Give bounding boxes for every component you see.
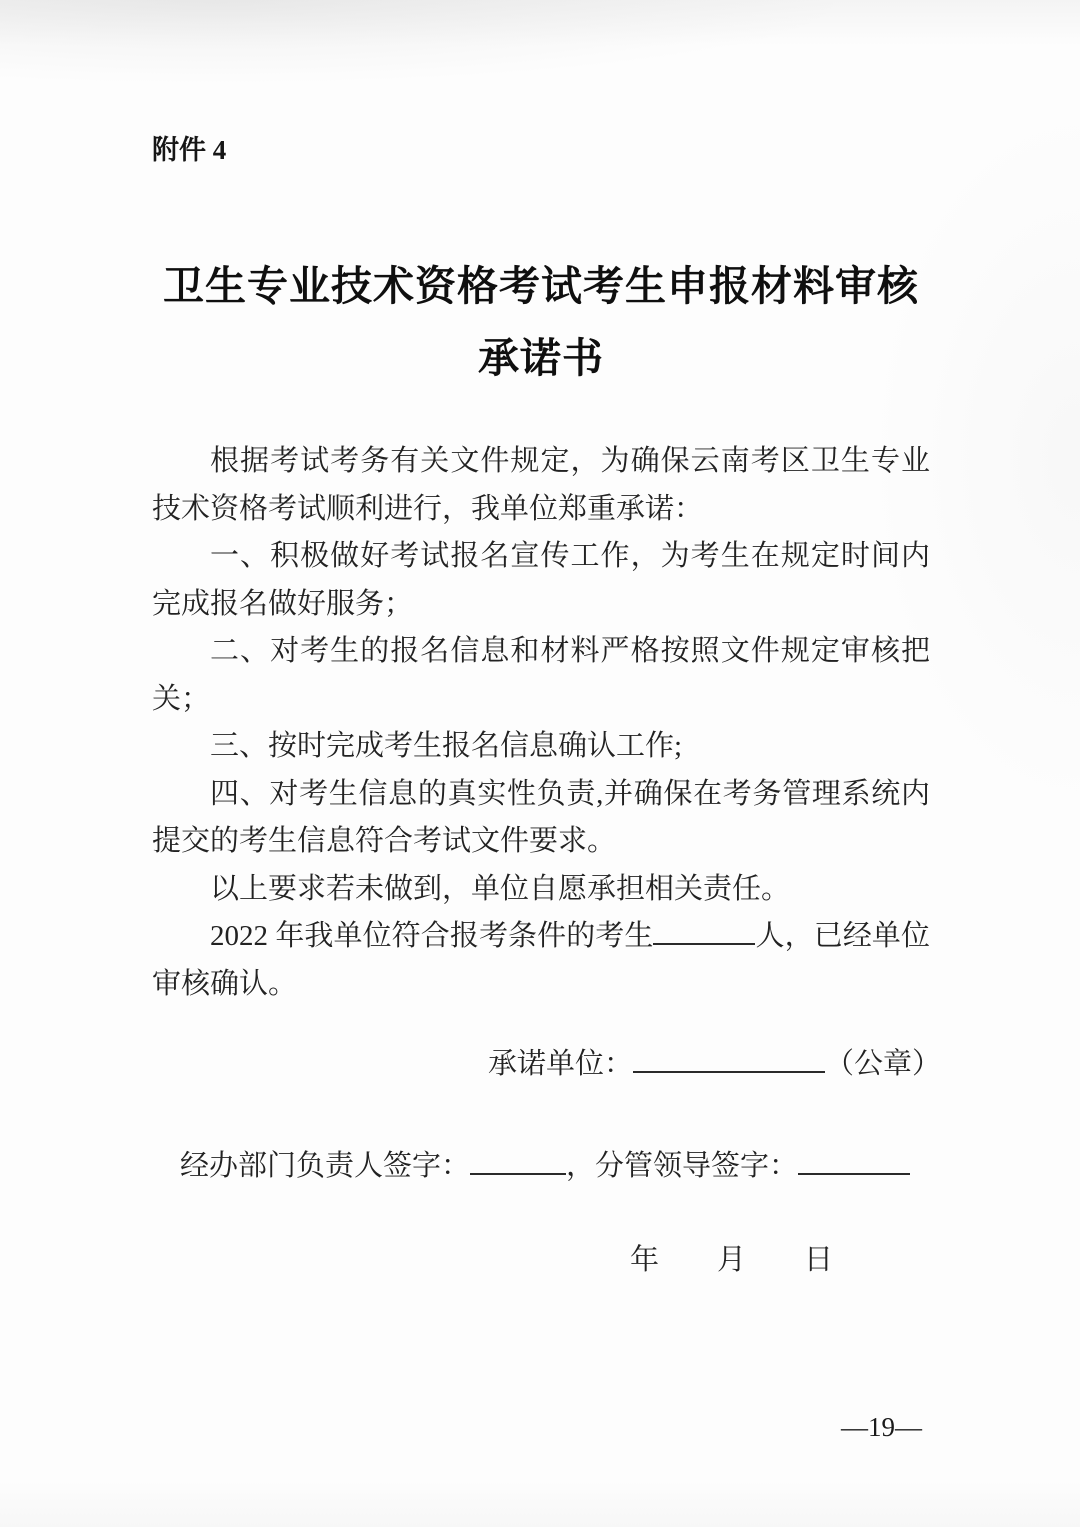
applicant-count-prefix: 2022 年我单位符合报考条件的考生 (210, 920, 654, 952)
seal-label: （公章） (825, 1048, 942, 1080)
unit-label: 承诺单位： (488, 1048, 634, 1080)
applicant-count-paragraph (152, 913, 930, 1008)
page-number: —19— (841, 1412, 922, 1442)
commitment-item-3: 三、按时完成考生报名信息确认工作; (210, 730, 683, 762)
day-label: 日 (804, 1244, 834, 1276)
commitment-item-2: 二、对考生的报名信息和材料严格按照文件规定审核把关； (152, 635, 930, 715)
signature-separator: ， (566, 1150, 596, 1182)
title-line-1: 卫生专业技术资格考试考生申报材料审核 (163, 263, 919, 309)
handler-sign-blank (470, 1146, 566, 1175)
year-label: 年 (630, 1244, 660, 1276)
document-body (152, 438, 930, 1008)
leader-sign-blank (798, 1146, 910, 1175)
unit-name-blank (633, 1044, 825, 1073)
intro-paragraph: 根据考试考务有关文件规定，为确保云南考区卫生专业技术资格考试顺利进行，我单位郑重承诺： (152, 445, 930, 525)
commitment-item-4: 四、对考生信息的真实性负责,并确保在考务管理系统内提交的考生信息符合考试文件要求。 (152, 777, 930, 857)
responsibility-paragraph: 以上要求若未做到，单位自愿承担相关责任。 (210, 872, 791, 905)
unit-signature-line (152, 1040, 942, 1088)
applicant-count-suffix: 人，已经单位审核确认。 (152, 920, 930, 1000)
leader-sign-label: 分管领导签字： (595, 1150, 799, 1182)
date-line (152, 1236, 930, 1284)
document-title (152, 250, 930, 394)
applicant-count-blank (653, 916, 755, 945)
person-signature-line (152, 1142, 930, 1190)
title-line-2: 承诺书 (478, 335, 604, 381)
month-label: 月 (717, 1244, 747, 1276)
commitment-item-1: 一、积极做好考试报名宣传工作，为考生在规定时间内完成报名做好服务； (152, 540, 930, 620)
handler-sign-label: 经办部门负责人签字： (180, 1150, 471, 1182)
attachment-label: 附件 4 (152, 135, 227, 165)
